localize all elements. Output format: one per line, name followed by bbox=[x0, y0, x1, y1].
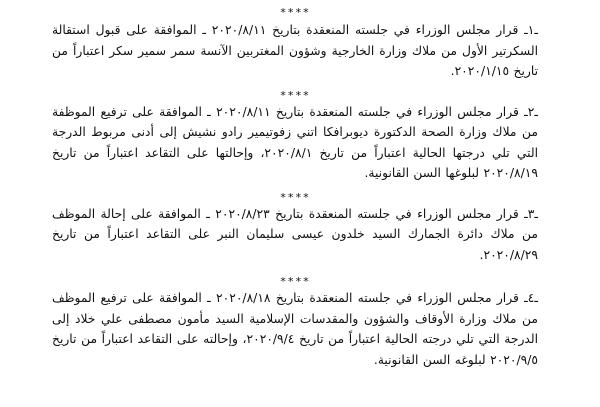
decision-number-2: ـ٢ـ bbox=[524, 104, 538, 119]
decision-text-1: قرار مجلس الوزراء في جلسته المنعقدة بتاريخ ٢٠٢٠/٨/١١ ـ الموافقة على قبول استقالة السكرتير الأول من ملاك وزارة الخارجية وشؤون المغتربين الآنسة سمر سمير سكر اعتباراً من تاريخ ٢٠٢٠/١/١٥. bbox=[52, 23, 538, 78]
decision-number-3: ـ٣ـ bbox=[524, 206, 538, 221]
decision-number-1: ـ١ـ bbox=[524, 23, 538, 37]
decision-text-4: قرار مجلس الوزراء في جلسته المنعقدة بتاريخ ٢٠٢٠/٨/١٨ ـ الموافقة على ترفيع الموظف من ملاك وزارة الأوقاف والشؤون والمقدسات الإسلامية السيد مأمون مصطفى علي خلاد إلى الدرجة التي تلي درجته الحالية اعتباراً من تاريخ ٢٠٢٠/٩/٤، وإحالته على التقاعد اعتباراً من تاريخ ٢٠٢٠/٩/٥ لبلوغه السن القانونية. bbox=[52, 291, 538, 367]
decision-entry-4 bbox=[52, 288, 538, 370]
decision-text-3: قرار مجلس الوزراء في جلسته المنعقدة بتاريخ ٢٠٢٠/٨/٢٣ ـ الموافقة على إحالة الموظف من ملاك دائرة الجمارك السيد خلدون عيسى سليمان النبر على التقاعد اعتباراً من تاريخ ٢٠٢٠/٨/٢٩. bbox=[52, 206, 538, 262]
decision-text-2: قرار مجلس الوزراء في جلسته المنعقدة بتاريخ ٢٠٢٠/٨/١١ ـ الموافقة على ترفيع الموظفة من ملاك وزارة الصحة الدكتورة ديوبرافكا اتني زفوتيمير رادو نشيش إلى أدنى مربوط الدرجة التي تلي درجتها الحالية اعتباراً من تاريخ ٢٠٢٠/٨/١، وإحالتها على التقاعد اعتباراً من تاريخ ٢٠٢٠/٨/١٩ لبلوغها السن القانونية. bbox=[52, 104, 538, 180]
spacer-3 bbox=[52, 267, 538, 275]
separator-top: **** bbox=[279, 6, 311, 19]
separator-1: **** bbox=[279, 88, 311, 102]
separator-2: **** bbox=[279, 190, 311, 204]
decision-entry-3 bbox=[52, 204, 538, 266]
decision-entry-1 bbox=[52, 20, 538, 82]
decision-entry-2 bbox=[52, 102, 538, 184]
decision-number-4: ـ٤ـ bbox=[524, 291, 538, 305]
separator-3: **** bbox=[279, 275, 311, 288]
